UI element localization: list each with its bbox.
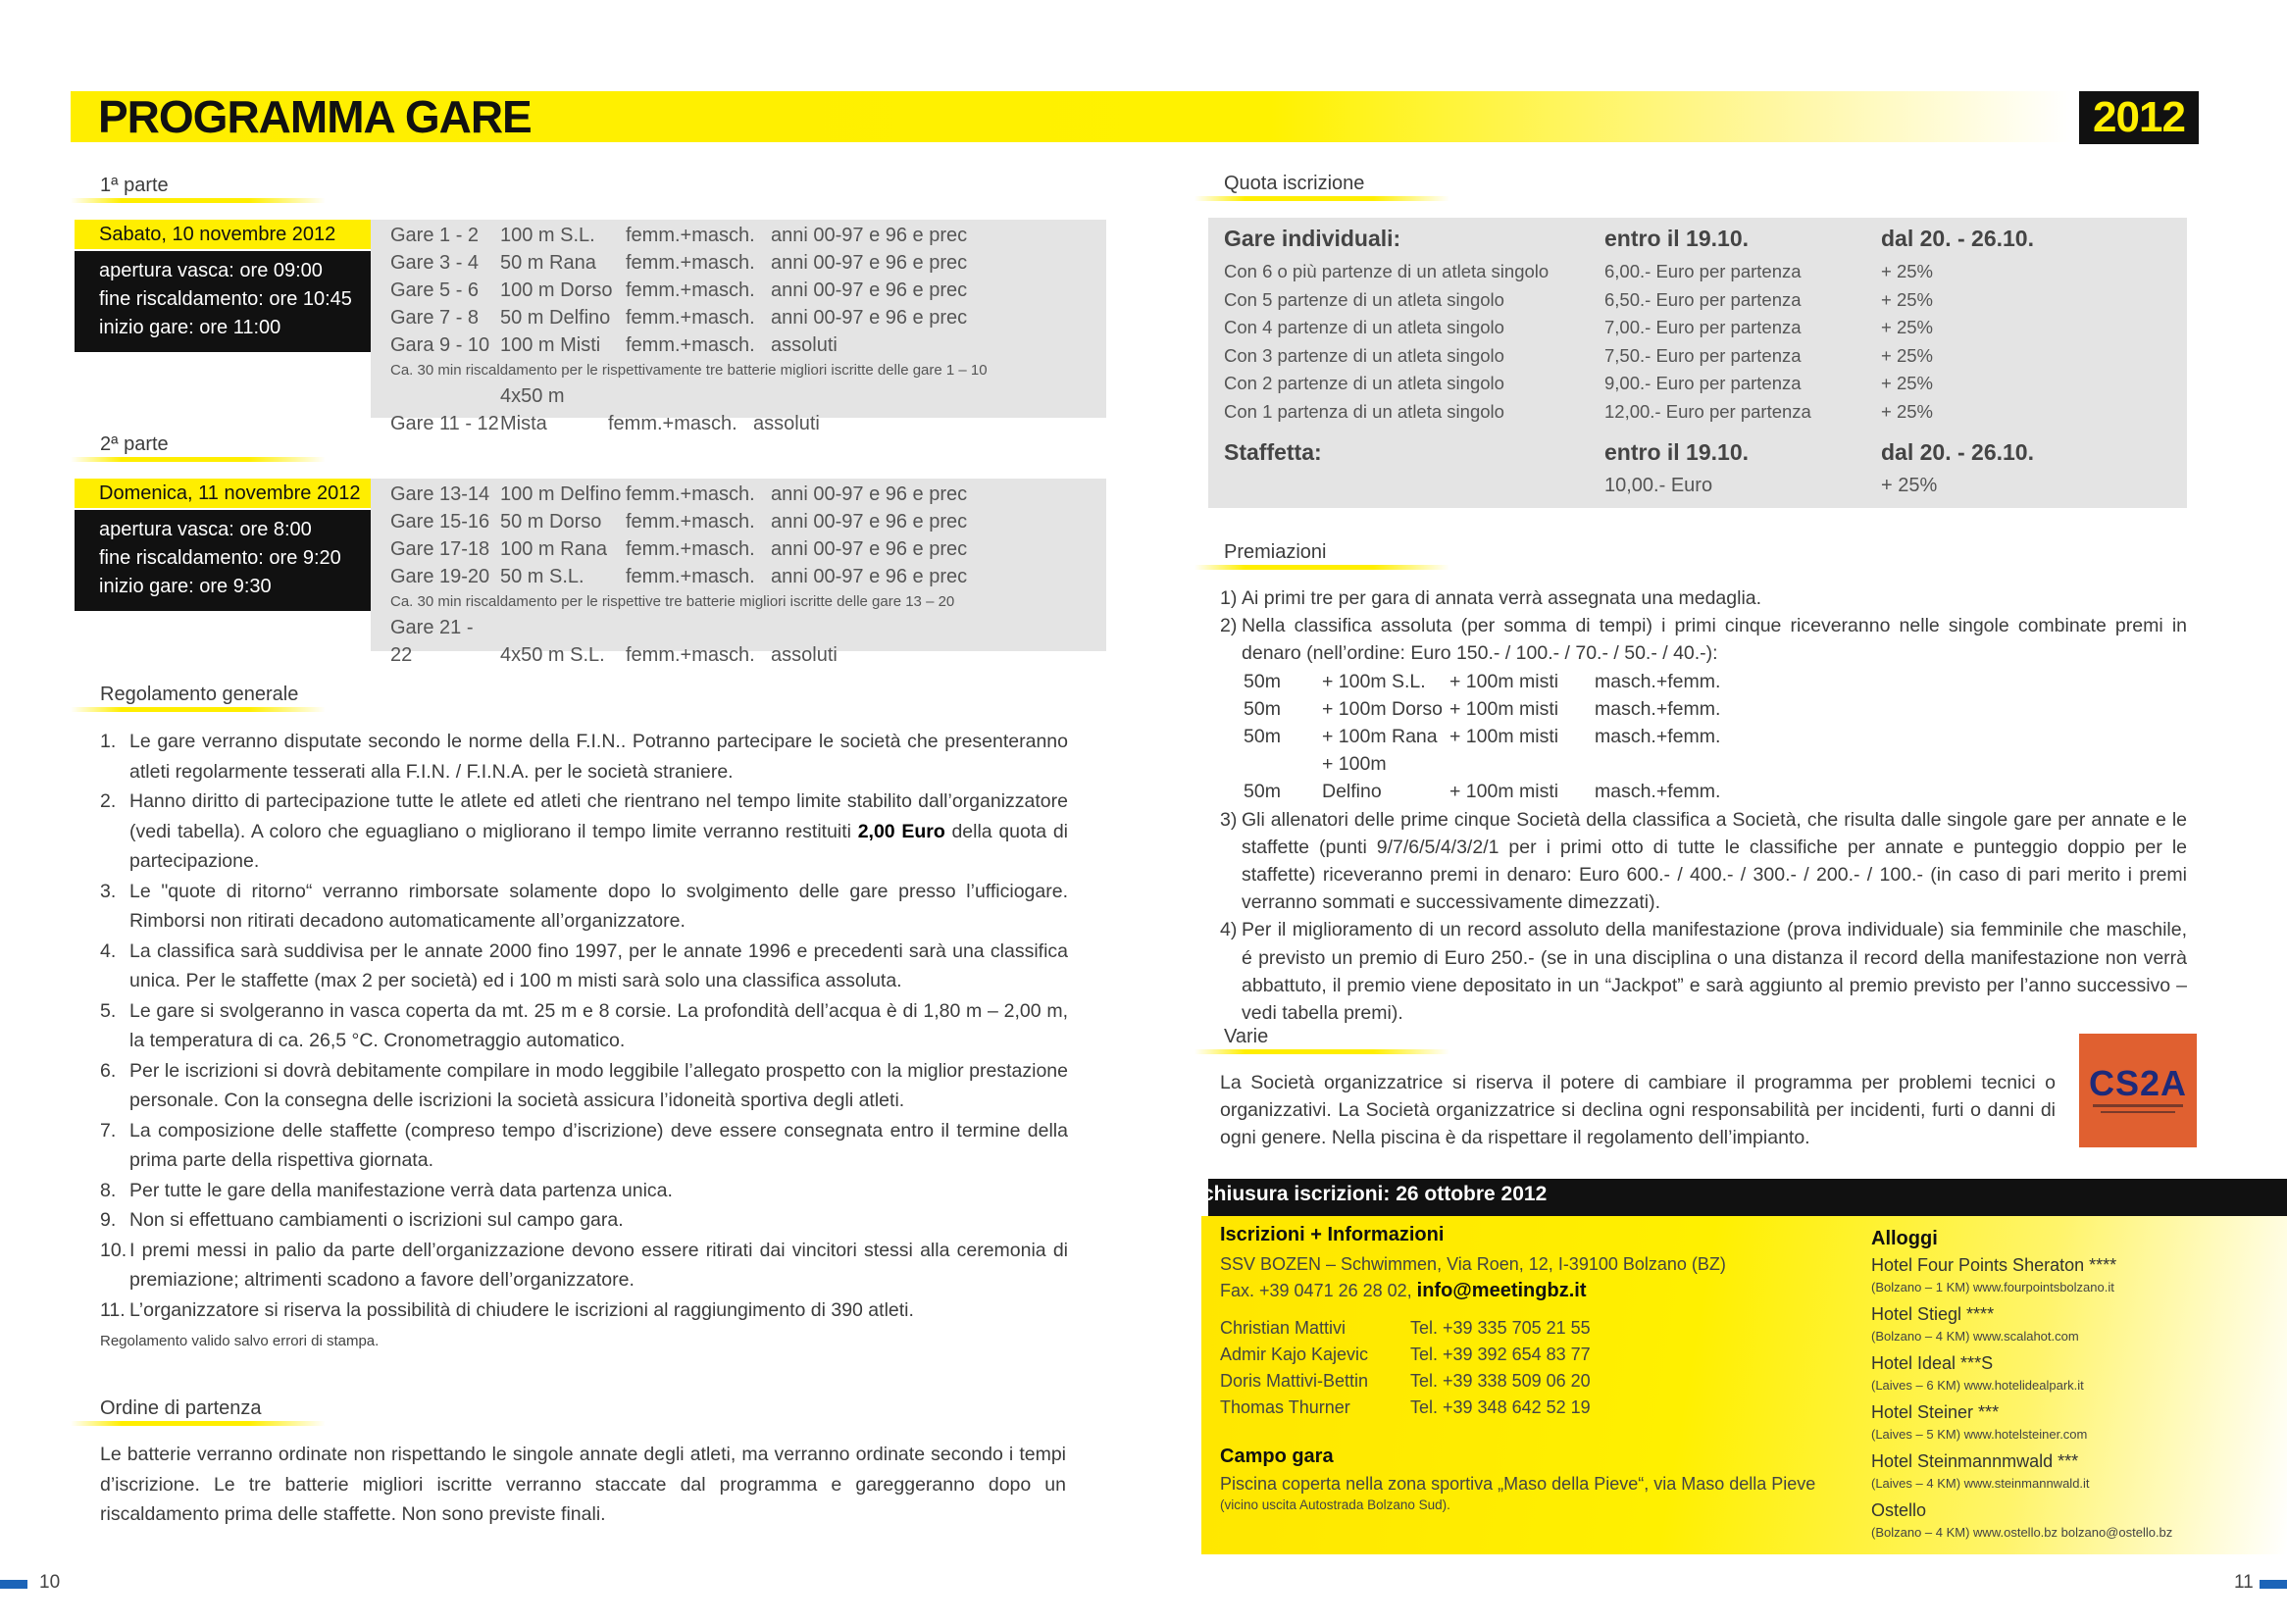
contact-phone: Tel. +39 335 705 21 55 — [1410, 1318, 1591, 1338]
rule-item — [100, 1176, 1068, 1206]
race-row — [390, 222, 1106, 249]
rule-number: 11. — [100, 1298, 126, 1321]
race-dist: 100 m Misti — [500, 334, 601, 356]
page-marker-right — [2260, 1580, 2287, 1589]
race-row — [390, 304, 1106, 331]
page-number-left: 10 — [39, 1572, 61, 1593]
race-row — [390, 508, 1106, 535]
hotel-info: (Laives – 4 KM) www.steinmannwald.it — [1871, 1476, 2090, 1491]
race-dist: 50 m S.L. — [500, 566, 584, 587]
combo-cell: + 100m misti — [1449, 697, 1559, 720]
section-quota-label: Quota iscrizione — [1194, 173, 1364, 201]
quota-head-staffetta-early: entro il 19.10. — [1604, 439, 1750, 465]
contact-phone: Tel. +39 338 509 06 20 — [1410, 1371, 1591, 1391]
race-row — [390, 481, 1106, 508]
quota-head-individual: Gare individuali: — [1224, 226, 1401, 251]
iscrizioni-fax-line: Fax. +39 0471 26 28 02, info@meetingbz.it — [1220, 1280, 1587, 1301]
combo-cell: 50m — [1244, 670, 1281, 692]
rule-number: 4. — [100, 939, 117, 962]
combo-row — [1244, 750, 2187, 805]
closing-deadline: chiusura iscrizioni: 26 ottobre 2012 — [1202, 1183, 1548, 1205]
combo-cell: masch.+femm. — [1595, 670, 1721, 692]
day2-times — [75, 510, 386, 611]
race-cat: femm.+masch. — [626, 307, 755, 329]
combo-cell: 50m — [1244, 697, 1281, 720]
hotel-name: Hotel Four Points Sheraton **** — [1871, 1255, 2117, 1275]
rule-item — [100, 1236, 1068, 1295]
quota-row-price: 7,50.- Euro per partenza — [1604, 344, 1802, 366]
quota-row-surcharge: + 25% — [1881, 261, 1933, 281]
premiazioni-item-4: 4) Per il miglioramento di un record assoluto della manifestazione (prova individuale) sia femminile che maschile, é previsto un premio di Euro 250.- (se in una disciplina o una distanza il record della manifestazione non verrà abbattuto, il premio viene depositato in un “Jackpot” e sarà aggiunto al premio previsto per l’anno successivo – vedi tabella premi). — [1220, 919, 2187, 1025]
race-gara: Gare 17-18 — [390, 538, 490, 560]
day2-time-warmup-end: fine riscaldamento: ore 9:20 — [99, 547, 341, 569]
premiazioni-item-1: 1) Ai primi tre per gara di annata verrà assegnata una medaglia. — [1220, 587, 1762, 609]
rule-text: Le gare si svolgeranno in vasca coperta da mt. 25 m e 8 corsie. La profondità dell’acqua è di 1,80 m – 2,00 m, la temperatura di ca. 26,5 °C. Cronometraggio automatico. — [129, 999, 1068, 1051]
rule-text: I premi messi in palio da parte dell’organizzazione devono essere ritirati dai vincitori stessi alla ceremonia di premiazione; altrimenti scadono a favore dell’organizzatore. — [129, 1239, 1068, 1291]
section-part2-label: 2ª parte — [71, 433, 169, 462]
quota-row-surcharge: + 25% — [1881, 288, 1933, 310]
race-gara: Gare 1 - 2 — [390, 225, 480, 246]
race-cat: femm.+masch. — [626, 252, 755, 274]
section-ordine-label: Ordine di partenza — [71, 1397, 262, 1426]
rule-number: 2. — [100, 790, 117, 812]
hotel-info: (Bolzano – 1 KM) www.fourpointsbolzano.it — [1871, 1280, 2114, 1294]
quota-row-surcharge: + 25% — [1881, 400, 1933, 422]
page-marker-left — [0, 1580, 27, 1589]
combo-row — [1244, 695, 2187, 723]
rule-item — [100, 1056, 1068, 1116]
section-part1-label: 1ª parte — [71, 175, 169, 203]
quota-row-surcharge: + 25% — [1881, 373, 1933, 393]
day1-races-table — [371, 220, 1106, 434]
rule-number: 6. — [100, 1059, 117, 1082]
hotel-info: (Laives – 5 KM) www.hotelsteiner.com — [1871, 1427, 2088, 1442]
race-row — [390, 277, 1106, 304]
iscrizioni-address: SSV BOZEN – Schwimmen, Via Roen, 12, I-39100 Bolzano (BZ) — [1220, 1254, 1726, 1274]
quota-row-price: 7,00.- Euro per partenza — [1604, 317, 1802, 337]
hotel-name: Hotel Steinmannmwald *** — [1871, 1451, 2079, 1471]
race-row — [390, 331, 1106, 359]
page-title: PROGRAMMA GARE — [98, 91, 532, 142]
race-gara: Gare 13-14 — [390, 483, 490, 505]
day1-time-opening: apertura vasca: ore 09:00 — [99, 260, 323, 281]
rule-item — [100, 787, 1068, 877]
day2-time-start: inizio gare: ore 9:30 — [99, 576, 272, 597]
page-number-right: 11 — [2234, 1572, 2254, 1593]
day2-relay-row: Gare 21 - 22 4x50 m S.L. femm.+masch. assoluti — [390, 617, 838, 666]
combo-cell: masch.+femm. — [1595, 697, 1721, 720]
combo-row — [1244, 723, 2187, 750]
rule-item — [100, 727, 1068, 787]
race-cat: femm.+masch. — [626, 538, 755, 560]
quota-row-label: Con 5 partenze di un atleta singolo — [1224, 288, 1504, 310]
quota-row-label: Con 3 partenze di un atleta singolo — [1224, 344, 1504, 366]
rule-item — [100, 1295, 1068, 1326]
quota-row-label: Con 1 partenza di un atleta singolo — [1224, 400, 1504, 422]
rule-text: Le gare verranno disputate secondo le norme della F.I.N.. Potranno partecipare le società che presenteranno atleti regolarmente tesserati alla F.I.N. / F.I.N.A. per le società straniere. — [129, 731, 1068, 783]
quota-staffetta-surcharge: + 25% — [1881, 475, 1938, 496]
race-age: anni 00-97 e 96 e prec — [771, 307, 968, 329]
rule-number: 1. — [100, 731, 117, 752]
combo-cell: + 100m S.L. — [1322, 670, 1426, 692]
day2-warmup-note: Ca. 30 min riscaldamento per le rispettive tre batterie migliori iscritte delle gare 13 – 20 — [390, 593, 955, 610]
rule-text: Per le iscrizioni si dovrà debitamente compilare in modo leggibile l’allegato prospetto con la miglior prestazione personale. Con la consegna delle iscrizioni la società assicura l’idoneità sportiva degli atleti. — [129, 1059, 1068, 1111]
combo-cell: masch.+femm. — [1595, 726, 1721, 748]
quota-row-surcharge: + 25% — [1881, 317, 1933, 337]
rule-text: della quota di partecipazione. — [129, 820, 1068, 872]
day2-races-table — [371, 479, 1106, 666]
combo-cell: 50m — [1244, 781, 1281, 803]
contact-phone: Tel. +39 392 654 83 77 — [1410, 1345, 1591, 1364]
rule-text: L’organizzatore si riserva la possibilità di chiudere le iscrizioni al raggiungimento di 390 atleti. — [129, 1298, 914, 1321]
rule-text: La classifica sarà suddivisa per le annate 2000 fino 1997, per le annate 1996 e precedenti sarà una classifica unica. Per le staffette (max 2 per società) ed i 100 m misti sarà solo una classifica assoluta. — [129, 939, 1068, 991]
rule-item — [100, 1116, 1068, 1176]
race-gara: Gare 5 - 6 — [390, 279, 480, 301]
premiazioni-list — [1220, 584, 2187, 1027]
hotel-info: (Bolzano – 4 KM) www.scalahot.com — [1871, 1329, 2079, 1344]
hotel-info: (Laives – 6 KM) www.hotelidealpark.it — [1871, 1378, 2084, 1393]
contact-name: Doris Mattivi-Bettin — [1220, 1371, 1369, 1391]
day1-time-start: inizio gare: ore 11:00 — [99, 317, 281, 338]
quota-head-early: entro il 19.10. — [1604, 226, 1750, 251]
quota-row-price: 6,50.- Euro per partenza — [1604, 288, 1802, 310]
hotel-name: Hotel Steiner *** — [1871, 1402, 2000, 1422]
quota-row-price: 9,00.- Euro per partenza — [1604, 373, 1802, 393]
rule-text: Per tutte le gare della manifestazione verrà data partenza unica. — [129, 1179, 673, 1201]
day2-date: Domenica, 11 novembre 2012 — [75, 479, 399, 508]
rule-text-highlight: 2,00 Euro — [857, 820, 945, 842]
quota-head-staffetta: Staffetta: — [1224, 439, 1322, 465]
combo-cell: + 100m Delfino — [1322, 753, 1387, 803]
combo-cell: + 100m misti — [1449, 726, 1559, 748]
race-age: anni 00-97 e 96 e prec — [771, 225, 968, 246]
premiazioni-item-2: 2) Nella classifica assoluta (per somma di tempi) i primi cinque riceveranno nelle singole combinate premi in denaro (nell’ordine: Euro 150.- / 100.- / 70.- / 50.- / 40.-): — [1220, 615, 2187, 665]
race-age: anni 00-97 e 96 e prec — [771, 252, 968, 274]
day1-warmup-note: Ca. 30 min riscaldamento per le rispettivamente tre batterie migliori iscritte delle gare 1 – 10 — [390, 362, 988, 379]
campo-gara-text: Piscina coperta nella zona sportiva „Maso della Pieve“, via Maso della Pieve — [1220, 1474, 1816, 1494]
combo-row — [1244, 668, 2187, 695]
quota-row-label: Con 2 partenze di un atleta singolo — [1224, 373, 1504, 393]
race-age: anni 00-97 e 96 e prec — [771, 483, 968, 505]
day1-relay-row: Gare 11 - 124x50 m Mista femm.+masch. assoluti — [390, 385, 820, 434]
ordine-text: Le batterie verranno ordinate non rispettando le singole annate degli atleti, ma verranno ordinate secondo i tempi d’iscrizione. Le tre batterie migliori iscritte verranno staccate dal programma e gareggeranno dopo un riscaldamento prima delle staffette. Non sono previste finali. — [100, 1444, 1066, 1525]
hotel-info: (Bolzano – 4 KM) www.ostello.bz bolzano@ostello.bz — [1871, 1525, 2173, 1540]
quota-row-label: Con 6 o più partenze di un atleta singolo — [1224, 261, 1550, 281]
race-row — [390, 563, 1106, 590]
rules-list — [100, 727, 1068, 1357]
race-age: anni 00-97 e 96 e prec — [771, 566, 968, 587]
hotel-name: Hotel Ideal ***S — [1871, 1353, 1994, 1373]
rule-number: 9. — [100, 1209, 117, 1231]
rules-footnote: Regolamento valido salvo errori di stampa. — [100, 1333, 380, 1349]
rule-number: 8. — [100, 1179, 117, 1201]
iscrizioni-email-link[interactable]: info@meetingbz.it — [1416, 1280, 1587, 1301]
rule-item — [100, 996, 1068, 1056]
rule-item — [100, 1205, 1068, 1236]
race-cat: femm.+masch. — [626, 483, 755, 505]
race-gara: Gare 15-16 — [390, 511, 490, 533]
quota-row-surcharge: + 25% — [1881, 344, 1933, 366]
contact-phone: Tel. +39 348 642 52 19 — [1410, 1397, 1591, 1417]
rule-text: Le "quote di ritorno“ verranno rimborsate solamente dopo lo svolgimento delle gare presso l’ufficiogare. Rimborsi non ritirati decadono automaticamente all’organizzatore. — [129, 880, 1068, 932]
cs2a-logo: CS2A — [2079, 1034, 2197, 1147]
section-varie-label: Varie — [1194, 1026, 1268, 1054]
rule-text: Non si effettuano cambiamenti o iscrizioni sul campo gara. — [129, 1209, 624, 1231]
day1-times — [75, 251, 386, 352]
quota-row-label: Con 4 partenze di un atleta singolo — [1224, 317, 1504, 337]
race-cat: femm.+masch. — [626, 279, 755, 301]
quota-head-late: dal 20. - 26.10. — [1881, 226, 2034, 251]
hotel-name: Ostello — [1871, 1500, 1927, 1520]
race-cat: femm.+masch. — [626, 225, 755, 246]
race-dist: 100 m S.L. — [500, 225, 595, 246]
rule-text: Hanno diritto di partecipazione tutte le atlete ed atleti che rientrano nel tempo limite stabilito dall’organizzatore (vedi tabella). A coloro che eguagliano o migliorano il tempo limite verranno restituiti — [129, 790, 1068, 842]
race-dist: 50 m Dorso — [500, 511, 602, 533]
race-age: anni 00-97 e 96 e prec — [771, 538, 968, 560]
race-age: anni 00-97 e 96 e prec — [771, 279, 968, 301]
premiazioni-item-3: 3) Gli allenatori delle prime cinque Società della classifica a Società, che risulta dalle singole gare per annate e le staffette (punti 9/7/6/5/4/3/2/1 per i primi otto di tutte le classifiche per annate e punteggio doppio per le staffette) riceveranno premi in denaro: Euro 600.- / 400.- / 300.- / 200.- / 100.- (in caso di pari merito i premi verranno sommati e successivamente dimezzati). — [1220, 808, 2187, 914]
quota-staffetta-price: 10,00.- Euro — [1604, 475, 1713, 496]
day1-time-warmup-end: fine riscaldamento: ore 10:45 — [99, 288, 352, 310]
race-gara: Gare 3 - 4 — [390, 252, 480, 274]
contact-name: Admir Kajo Kajevic — [1220, 1345, 1369, 1364]
race-cat: femm.+masch. — [626, 566, 755, 587]
section-premiazioni-label: Premiazioni — [1194, 541, 1326, 570]
contact-name: Christian Mattivi — [1220, 1318, 1347, 1338]
quota-row-price: 12,00.- Euro per partenza — [1604, 400, 1811, 422]
quota-table — [1208, 218, 2187, 508]
rule-text: La composizione delle staffette (compreso tempo d’iscrizione) deve essere consegnata entro il termine della prima parte della rispettiva giornata. — [129, 1119, 1068, 1171]
day1-date: Sabato, 10 novembre 2012 — [75, 220, 399, 249]
alloggi-title: Alloggi — [1871, 1228, 1938, 1249]
rule-number: 5. — [100, 999, 117, 1022]
iscrizioni-title: Iscrizioni + Informazioni — [1220, 1224, 1445, 1245]
race-dist: 50 m Delfino — [500, 307, 611, 329]
year-badge: 2012 — [2079, 91, 2199, 144]
rule-number: 3. — [100, 880, 117, 902]
race-gara: Gare 7 - 8 — [390, 307, 480, 329]
combo-cell: 50m — [1244, 726, 1281, 748]
race-row — [390, 249, 1106, 277]
quota-row-price: 6,00.- Euro per partenza — [1604, 261, 1802, 281]
hotel-name: Hotel Stiegl **** — [1871, 1304, 1995, 1324]
race-cat: femm.+masch. — [626, 511, 755, 533]
quota-head-staffetta-late: dal 20. - 26.10. — [1881, 439, 2034, 465]
combo-cell: + 100m Rana — [1322, 726, 1438, 748]
section-regolamento-label: Regolamento generale — [71, 684, 298, 712]
race-dist: 50 m Rana — [500, 252, 596, 274]
combo-cell: masch.+femm. — [1595, 781, 1721, 803]
race-row — [390, 535, 1106, 563]
race-age: assoluti — [771, 334, 838, 356]
contact-name: Thomas Thurner — [1220, 1397, 1350, 1417]
race-gara: Gara 9 - 10 — [390, 334, 490, 356]
race-dist: 100 m Dorso — [500, 279, 613, 301]
campo-gara-title: Campo gara — [1220, 1446, 1334, 1467]
combo-cell: + 100m Dorso — [1322, 697, 1444, 720]
varie-text: La Società organizzatrice si riserva il potere di cambiare il programma per problemi tecnici o organizzativi. La Società organizzatrice si declina ogni responsabilità per incidenti, furti o danni di ogni genere. Nella piscina è da rispettare il regolamento dell’impianto. — [1220, 1072, 2056, 1149]
race-gara: Gare 19-20 — [390, 566, 490, 587]
campo-gara-sub: (vicino uscita Autostrada Bolzano Sud). — [1220, 1497, 1450, 1512]
race-dist: 100 m Rana — [500, 538, 607, 560]
rule-number: 10. — [100, 1239, 127, 1261]
rule-item — [100, 937, 1068, 996]
rule-number: 7. — [100, 1119, 117, 1142]
day2-time-opening: apertura vasca: ore 8:00 — [99, 519, 312, 540]
combo-cell: + 100m misti — [1449, 781, 1559, 803]
rule-item — [100, 877, 1068, 937]
race-dist: 100 m Delfino — [500, 483, 622, 505]
race-age: anni 00-97 e 96 e prec — [771, 511, 968, 533]
race-cat: femm.+masch. — [626, 334, 755, 356]
combo-cell: + 100m misti — [1449, 670, 1559, 692]
